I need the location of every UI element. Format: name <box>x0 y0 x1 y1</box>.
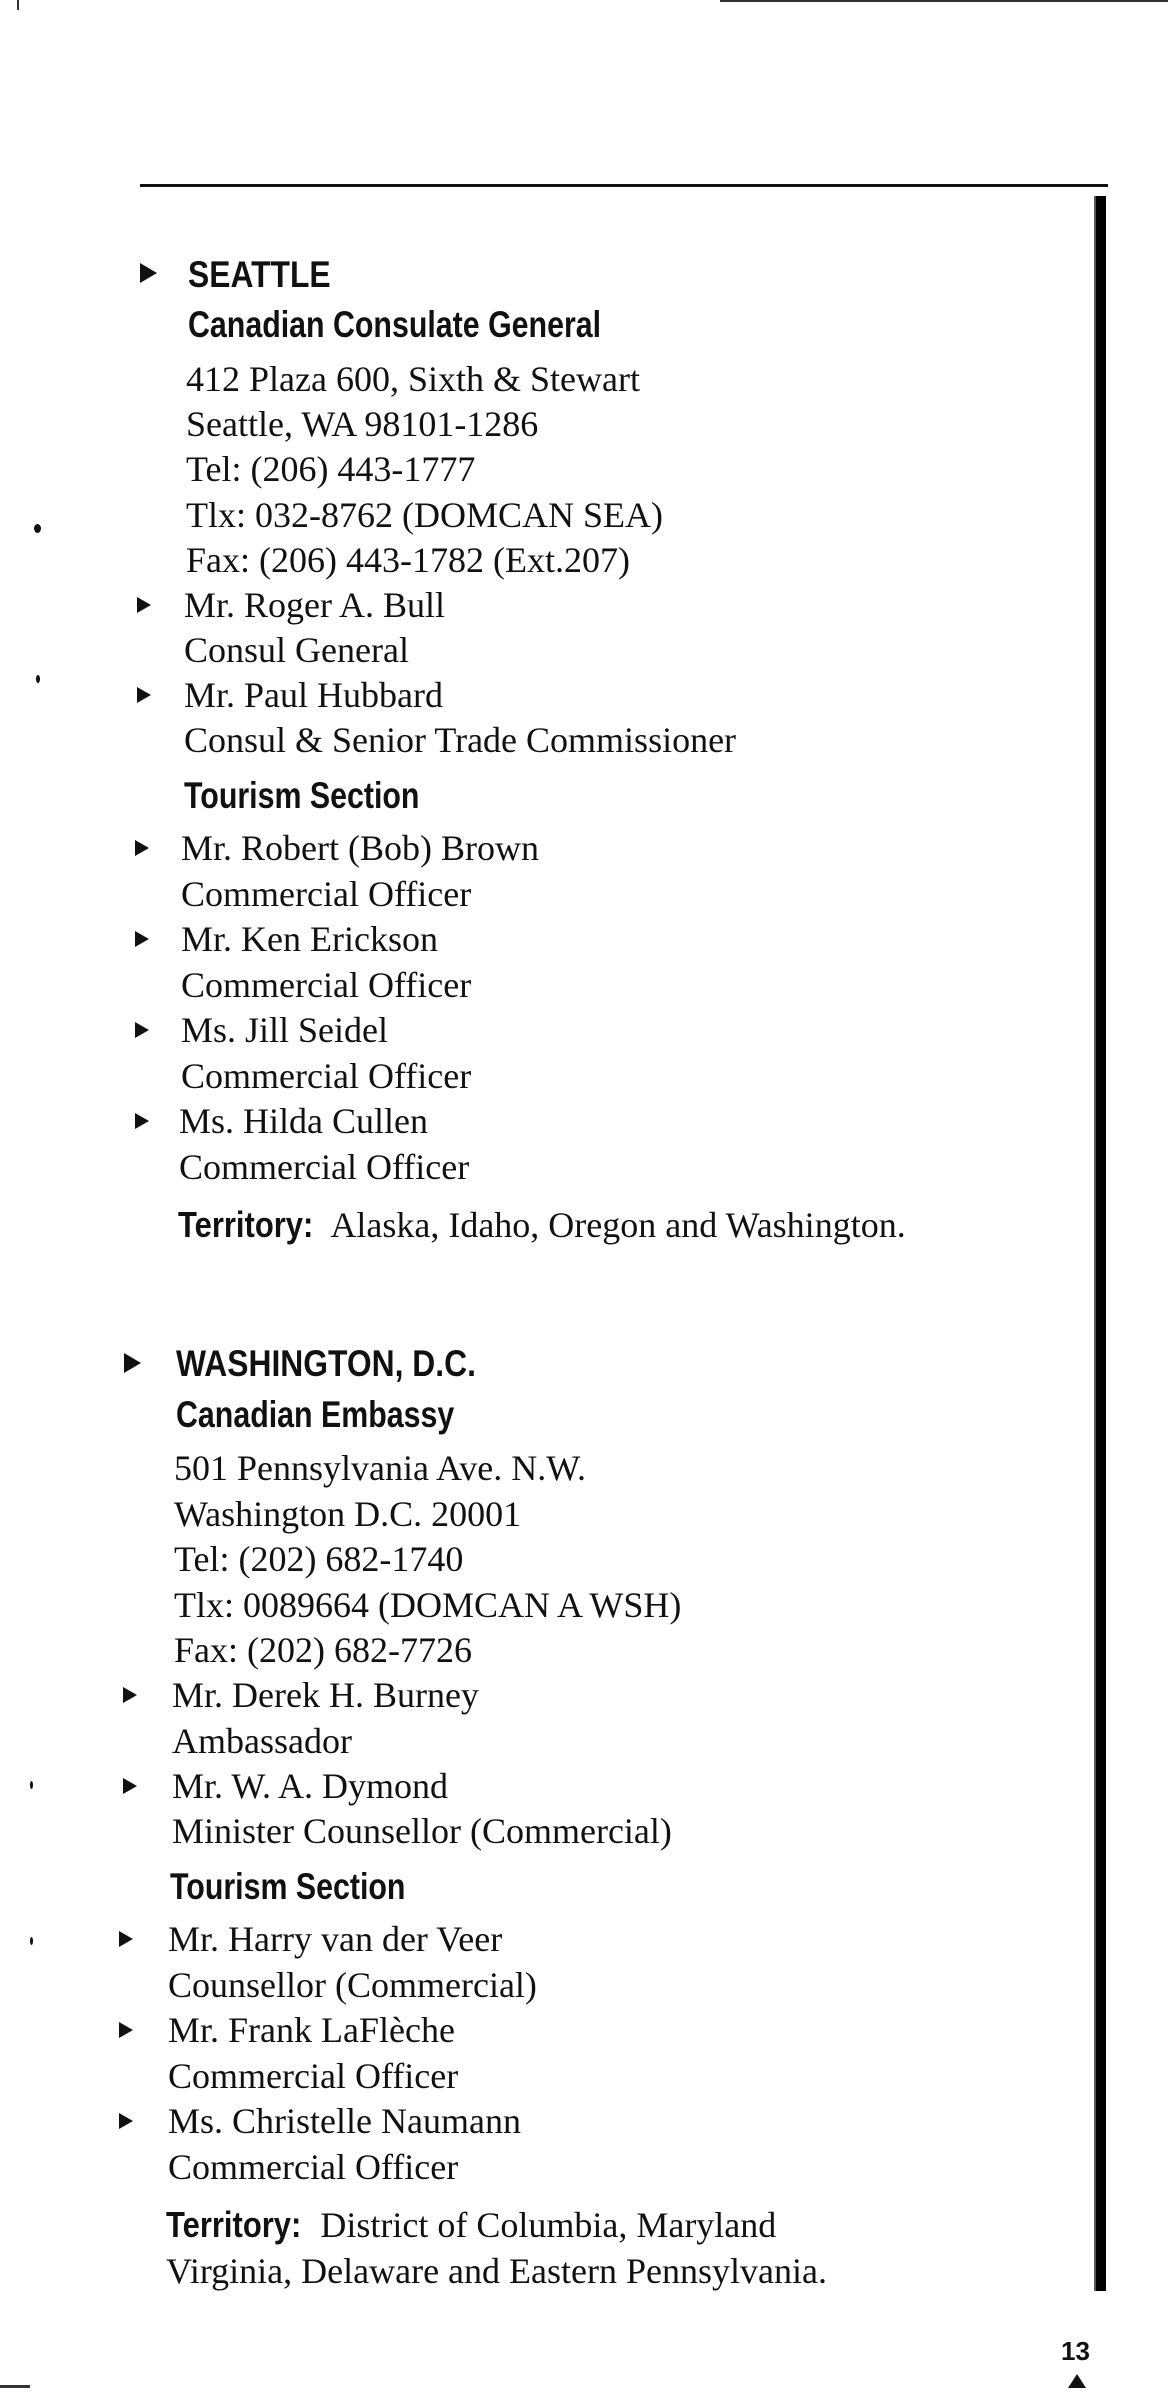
phone-line: Tel: (202) 682-1740 <box>174 1539 464 1579</box>
staff-name: Ms. Christelle Naumann <box>168 2101 521 2141</box>
staff-title: Consul & Senior Trade Commissioner <box>184 720 737 760</box>
territory-line-continued: Virginia, Delaware and Eastern Pennsylvania. <box>166 2251 827 2291</box>
staff-title: Consul General <box>184 630 409 670</box>
territory-value: District of Columbia, Maryland <box>320 2205 777 2245</box>
staff-title: Counsellor (Commercial) <box>168 1965 537 2005</box>
frame-top-rule <box>140 184 1108 187</box>
bullet-icon <box>135 840 149 856</box>
scan-speck <box>30 1937 33 1945</box>
staff-title: Commercial Officer <box>181 874 472 914</box>
staff-name: Ms. Hilda Cullen <box>179 1101 428 1141</box>
bullet-icon <box>135 1113 149 1129</box>
staff-name: Mr. Derek H. Burney <box>172 1675 479 1715</box>
bullet-icon <box>119 2113 133 2129</box>
address-line: Washington D.C. 20001 <box>174 1494 522 1534</box>
staff-title: Minister Counsellor (Commercial) <box>172 1811 672 1851</box>
office-name: Canadian Embassy <box>176 1394 455 1435</box>
territory-line <box>166 2204 776 2246</box>
scan-speck <box>34 524 41 533</box>
territory-line <box>178 1204 906 1246</box>
frame-right-bar <box>1094 196 1106 2291</box>
bullet-icon <box>119 2022 133 2038</box>
staff-name: Ms. Jill Seidel <box>181 1010 389 1050</box>
staff-title: Commercial Officer <box>181 965 472 1005</box>
scan-speck <box>36 675 40 683</box>
scan-mark-bottom-left <box>0 2385 30 2388</box>
territory-label: Territory: <box>178 1204 314 1245</box>
staff-name: Mr. Robert (Bob) Brown <box>181 828 539 868</box>
staff-title: Commercial Officer <box>168 2056 459 2096</box>
up-arrow-icon <box>1068 2374 1086 2388</box>
address-line: Seattle, WA 98101-1286 <box>186 404 539 444</box>
telex-line: Tlx: 0089664 (DOMCAN A WSH) <box>174 1585 682 1625</box>
bullet-icon <box>140 263 157 283</box>
scan-mark-top-left <box>17 0 19 10</box>
fax-line: Fax: (206) 443-1782 (Ext.207) <box>186 540 630 580</box>
page-number: 13 <box>1061 2336 1090 2366</box>
city-heading: WASHINGTON, D.C. <box>176 1343 476 1384</box>
territory-label: Territory: <box>166 2204 302 2245</box>
staff-title: Commercial Officer <box>179 1147 470 1187</box>
bullet-icon <box>135 931 149 947</box>
scan-line-top <box>720 0 1168 2</box>
address-line: 412 Plaza 600, Sixth & Stewart <box>186 359 640 399</box>
staff-title: Commercial Officer <box>168 2147 459 2187</box>
bullet-icon <box>135 1022 149 1038</box>
office-name: Canadian Consulate General <box>188 304 602 345</box>
staff-title: Commercial Officer <box>181 1056 472 1096</box>
staff-name: Mr. Ken Erickson <box>181 919 438 959</box>
address-line: 501 Pennsylvania Ave. N.W. <box>174 1448 586 1488</box>
bullet-icon <box>137 597 151 613</box>
fax-line: Fax: (202) 682-7726 <box>174 1630 472 1670</box>
bullet-icon <box>123 1778 137 1794</box>
city-heading: SEATTLE <box>188 254 331 295</box>
section-heading: Tourism Section <box>170 1866 406 1907</box>
bullet-icon <box>124 1353 141 1373</box>
phone-line: Tel: (206) 443-1777 <box>186 449 476 489</box>
section-heading: Tourism Section <box>184 775 420 816</box>
bullet-icon <box>123 1687 137 1703</box>
territory-value: Alaska, Idaho, Oregon and Washington. <box>330 1205 906 1245</box>
telex-line: Tlx: 032-8762 (DOMCAN SEA) <box>186 495 663 535</box>
staff-title: Ambassador <box>172 1721 352 1761</box>
staff-name: Mr. W. A. Dymond <box>172 1766 449 1806</box>
staff-name: Mr. Roger A. Bull <box>184 585 446 625</box>
bullet-icon <box>119 1931 133 1947</box>
staff-name: Mr. Frank LaFlèche <box>168 2010 455 2050</box>
staff-name: Mr. Harry van der Veer <box>168 1919 503 1959</box>
bullet-icon <box>137 687 151 703</box>
staff-name: Mr. Paul Hubbard <box>184 675 443 715</box>
scan-speck <box>30 1781 33 1789</box>
